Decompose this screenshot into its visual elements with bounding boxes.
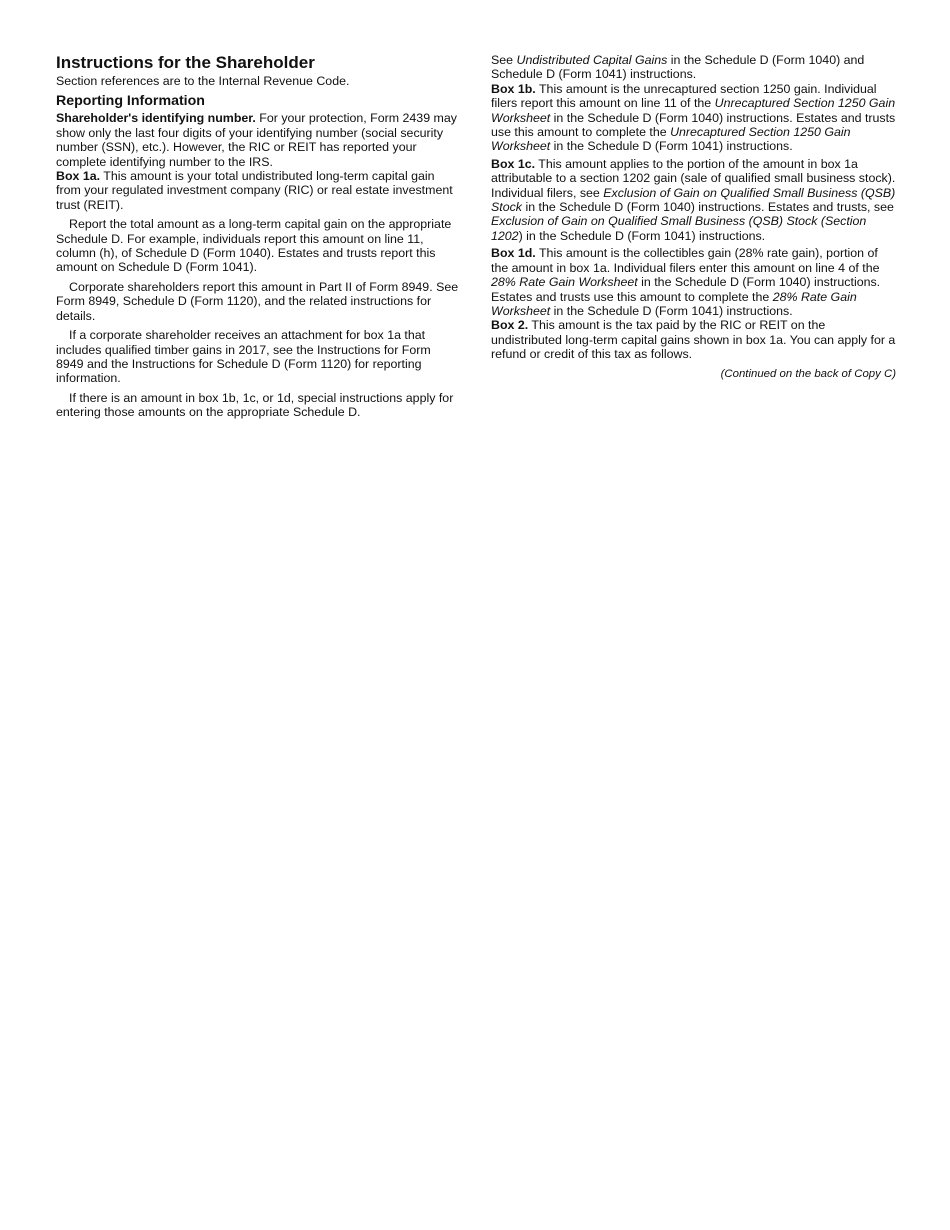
paragraph-text: in the Schedule D (Form 1040) instructions. Estates and trusts use this amount to complete the [491,110,896,140]
reporting-information-heading: Reporting Information [56,93,205,110]
paragraph-text: Report the total amount as a long-term capital gain on the appropriate Schedule D. For example, individuals report this amount on line 11, column (h), of Schedule D (Form 1040). Estates and trusts report this amount on Schedule D (Form 1041). [56,217,452,275]
box-1b-paragraph [491,82,896,154]
reference-title: Undistributed Capital Gains [516,53,668,67]
paragraph-heading: Box 1c. [491,156,536,171]
paragraph-text: in the Schedule D (Form 1041) instructions. [550,139,793,154]
reference-title: 28% Rate Gain Worksheet [491,275,638,290]
paragraph-heading: Box 1b. [491,81,536,96]
left-column [56,53,461,420]
paragraph-text: This amount is the collectibles gain (28% rate gain), portion of the amount in box 1a. Individual filers enter this amount on line 4 of the [491,246,880,275]
right-column [491,53,896,381]
paragraph-text: Corporate shareholders report this amount in Part II of Form 8949. See Form 8949, Schedule D (Form 1120), and the related instructions for details. [56,279,459,323]
reference-title: Unrecaptured Section 1250 Gain Worksheet [491,125,851,154]
paragraph-text: This amount is your total undistributed long-term capital gain from your regulated investment company (RIC) or real estate investment trust (REIT). [56,169,453,212]
paragraph-text: If a corporate shareholder receives an attachment for box 1a that includes qualified timber gains in 2017, see the Instructions for Form 8949 and the Instructions for Schedule D (Form 1120) for reporting information. [56,328,431,386]
special-instructions-paragraph [56,391,461,420]
section-references-note: Section references are to the Internal Revenue Code. [56,74,350,88]
reference-title: Exclusion of Gain on Qualified Small Business (QSB) Stock (Section 1202 [491,214,867,243]
paragraph-text: See [491,53,517,67]
right-body [491,53,896,362]
paragraph-text: in the Schedule D (Form 1040) and Schedule D (Form 1041) instructions. [491,53,865,82]
reference-title: Exclusion of Gain on Qualified Small Business (QSB) Stock [491,185,896,215]
paragraph-text: This amount is the unrecaptured section 1250 gain. Individual filers report this amount on line 11 of the [491,81,877,111]
paragraph-heading: Box 1a. [56,169,101,184]
paragraph-text: For your protection, Form 2439 may show only the last four digits of your identifying number (social security number (SSN), etc.). However, the RIC or REIT has reported your complete identifying number to the IRS. [56,111,457,169]
box-1a-paragraph [56,169,461,212]
paragraph-heading: Box 2. [491,318,529,333]
page-title: Instructions for the Shareholder [56,53,315,72]
reference-title: 28% Rate Gain Worksheet [491,289,857,318]
paragraph-heading: Shareholder's identifying number. [56,111,256,126]
left-body [56,111,461,419]
box-1d-paragraph [491,246,896,318]
paragraph-heading: Box 1d. [491,246,536,261]
timber-gains-paragraph [56,328,461,386]
paragraph-text: If there is an amount in box 1b, 1c, or 1d, special instructions apply for entering those amounts on the appropriate Schedule D. [56,390,454,420]
reference-title: Unrecaptured Section 1250 Gain Worksheet [491,96,896,125]
paragraph-text: This amount is the tax paid by the RIC or REIT on the undistributed long-term capital gains shown in box 1a. You can apply for a refund or credit of this tax as follows. [491,318,896,362]
box-2-paragraph [491,318,896,361]
paragraph-text: in the Schedule D (Form 1040) instructions. Estates and trusts use this amount to complete the [491,275,881,304]
paragraph-text: in the Schedule D (Form 1040) instructions. Estates and trusts, see [522,200,894,215]
paragraph-text: ) in the Schedule D (Form 1041) instructions. [518,228,766,243]
box-1c-paragraph [491,157,896,243]
shareholder-id-paragraph [56,111,461,169]
paragraph-text: in the Schedule D (Form 1041) instructions. [550,303,793,318]
paragraph-text: This amount applies to the portion of the amount in box 1a attributable to a section 1202 gain (sale of qualified small business stock). Individual filers, see [491,156,896,200]
continued-note: (Continued on the back of Copy C) [720,367,896,380]
undistributed-gains-paragraph [491,53,896,82]
corporate-shareholders-paragraph [56,280,461,323]
report-total-paragraph [56,217,461,275]
